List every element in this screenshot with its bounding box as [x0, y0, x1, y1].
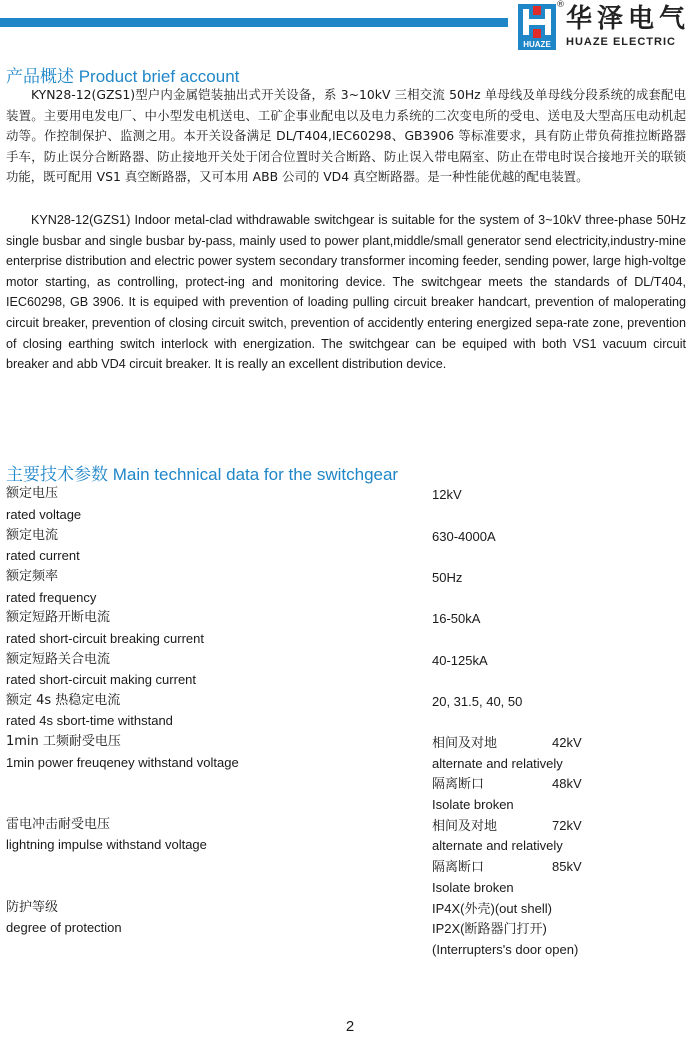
- spec-sub-label-en: alternate and relatively: [432, 838, 563, 853]
- spec-label-cn: 额定电流: [6, 528, 59, 543]
- spec-label-cn: 防护等级: [6, 900, 59, 915]
- spec-value: IP2X(断路器门打开): [432, 921, 547, 936]
- overview-heading: 产品概述 Product brief account: [6, 67, 240, 86]
- spec-label-en: rated short-circuit making current: [6, 672, 197, 687]
- spec-label-en: 1min power freuqeney withstand voltage: [6, 755, 239, 770]
- spec-sub-label: 隔离断口: [432, 776, 485, 791]
- spec-value: IP4X(外壳)(out shell): [432, 901, 552, 916]
- spec-sub-label-en: alternate and relatively: [432, 756, 563, 771]
- spec-label-cn: 额定频率: [6, 569, 59, 584]
- technical-heading: 主要技术参数 Main technical data for the switchgear: [6, 465, 399, 484]
- logo-caption: HUAZE: [518, 40, 556, 50]
- spec-label-en: rated voltage: [6, 507, 82, 522]
- spec-label-cn: 雷电冲击耐受电压: [6, 817, 111, 832]
- spec-value: 48kV: [552, 776, 582, 791]
- header-accent-bar: [0, 18, 508, 27]
- spec-label-cn: 额定电压: [6, 486, 59, 501]
- spec-label-cn: 额定 4s 热稳定电流: [6, 693, 121, 708]
- spec-value: 12kV: [432, 487, 462, 502]
- brand-name-cn: 华泽电气: [566, 4, 691, 34]
- overview-text-en: KYN28-12(GZS1) Indoor metal-clad withdrawable switchgear is suitable for the system of 3~10kV three-phase 50Hz single busbar and single busbar by-pass, mainly used to power plant,middle/small generator send electricity,industry-mine enterprise distribution and electric power system secondary transformer incoming feeder, sending power, large high-voltge motor starting, as controlling, protect-ing and monitoring device. The switchgear meets the standards of DL/T404, IEC60298, GB 3906. It is equiped with prevention of loading pulling circuit breaker handcart, prevention of maloperating circuit breaker, prevention of closing circuit switch, prevention of accidently entering energized sepa-rate zone, prevention of closing earthing switch interlock with energization. The switchgear can be equiped with both VS1 vacuum circuit breaker and abb VD4 circuit breaker. It is really an excellent distribution device.: [6, 213, 686, 372]
- spec-label-cn: 额定短路关合电流: [6, 652, 111, 667]
- spec-value: 20, 31.5, 40, 50: [432, 694, 523, 709]
- spec-sub-label: 隔离断口: [432, 859, 485, 874]
- spec-sub-label-en: Isolate broken: [432, 880, 514, 895]
- spec-value: 630-4000A: [432, 529, 496, 544]
- spec-label-cn: 额定短路开断电流: [6, 610, 111, 625]
- spec-value: 72kV: [552, 818, 582, 833]
- spec-label-cn: 1min 工频耐受电压: [6, 734, 121, 749]
- spec-sub-label: 相间及对地: [432, 735, 498, 750]
- spec-value: (Interrupters's door open): [432, 942, 579, 957]
- spec-label-en: rated short-circuit breaking current: [6, 631, 204, 646]
- spec-sub-label: 相间及对地: [432, 818, 498, 833]
- brand-name-en: HUAZE ELECTRIC: [566, 36, 676, 48]
- spec-value: 16-50kA: [432, 611, 481, 626]
- spec-value: 42kV: [552, 735, 582, 750]
- spec-label-en: lightning impulse withstand voltage: [6, 837, 207, 852]
- page-number: 2: [345, 1018, 355, 1035]
- huaze-logo-icon: [518, 4, 556, 40]
- spec-value: 40-125kA: [432, 653, 488, 668]
- overview-text-cn: KYN28-12(GZS1)型户内金属铠装抽出式开关设备，系 3~10kV 三相交流 50Hz 单母线及单母线分段系统的成套配电装置。主要用电发电厂、中小型发电机送电、工矿企事业配电以及电力系统的二次变电所的受电、送电及大型高压电动机起动等。作控制保护、监测之用。本开关设备满足 DL/T404,IEC60298、GB3906 等标准要求，具有防止带负荷推拉断路器手车，防止误分合断路器、防止接地开关处于闭合位置时关合断路、防止误入带电隔室、防止在带电时误合接地开关的联锁功能，既可配用 VS1 真空断路器，又可本用 ABB 公司的 VD4 真空断路器。是一种性能优越的配电装置。: [6, 87, 686, 185]
- spec-label-en: rated current: [6, 548, 80, 563]
- spec-value: 85kV: [552, 859, 582, 874]
- spec-label-en: rated frequency: [6, 590, 97, 605]
- spec-sub-label-en: Isolate broken: [432, 797, 514, 812]
- spec-label-en: degree of protection: [6, 920, 122, 935]
- registered-mark: ®: [556, 0, 565, 10]
- spec-value: 50Hz: [432, 570, 463, 585]
- spec-label-en: rated 4s sbort-time withstand: [6, 713, 173, 728]
